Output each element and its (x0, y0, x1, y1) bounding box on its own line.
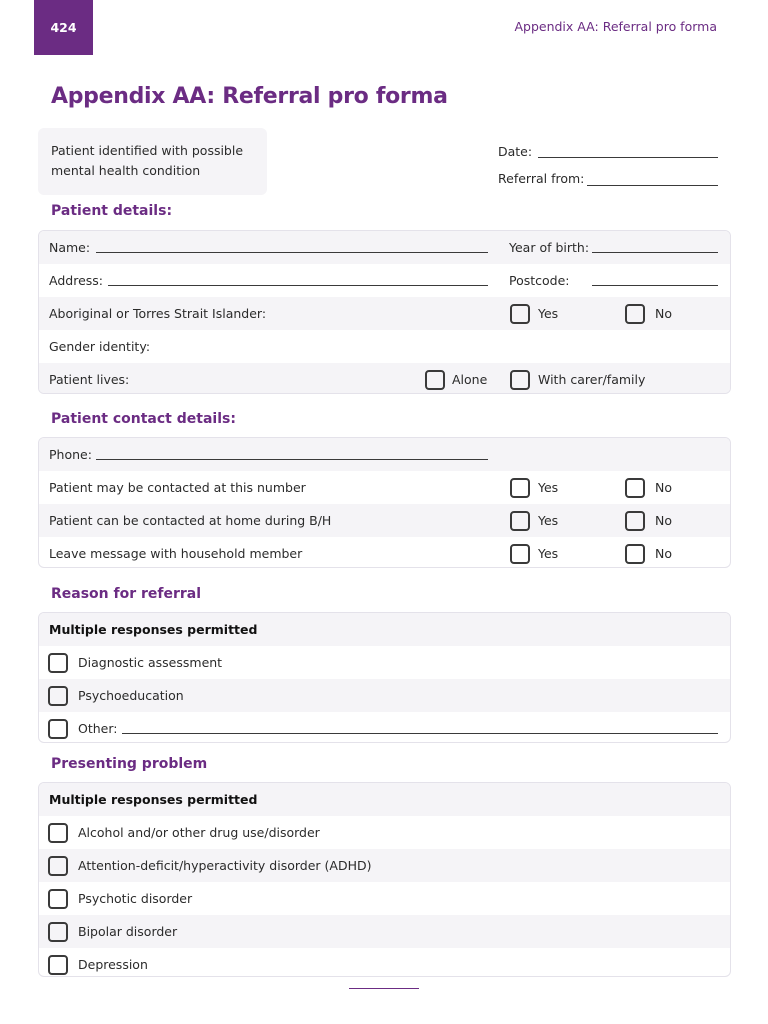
lives-carer-label: With carer/family (538, 372, 646, 387)
option-label: Bipolar disorder (78, 924, 178, 939)
depression-checkbox[interactable] (48, 955, 68, 975)
option-label: Other: (78, 721, 118, 736)
other-field[interactable] (122, 733, 718, 734)
yob-label: Year of birth: (509, 240, 590, 255)
lives-row (39, 363, 730, 394)
referral-from-field[interactable] (587, 185, 718, 186)
option-label: Diagnostic assessment (78, 655, 223, 670)
lives-carer-checkbox[interactable] (510, 370, 530, 390)
aboriginal-no-checkbox[interactable] (625, 304, 645, 324)
phone-row (39, 438, 730, 471)
aboriginal-label: Aboriginal or Torres Strait Islander: (49, 306, 267, 321)
intro-box (38, 128, 267, 195)
reason-subheading: Multiple responses permitted (49, 622, 258, 637)
list-item (39, 882, 730, 915)
option-label: Depression (78, 957, 148, 972)
contact-row-yes-label: Yes (538, 513, 559, 528)
diagnostic-assessment-checkbox[interactable] (48, 653, 68, 673)
leave-message-yes-checkbox[interactable] (510, 544, 530, 564)
list-item (39, 646, 730, 679)
list-item (39, 849, 730, 882)
alcohol-drug-checkbox[interactable] (48, 823, 68, 843)
page-number: 424 (50, 20, 77, 35)
referral-from-label: Referral from: (498, 171, 585, 186)
aboriginal-no-label: No (655, 306, 672, 321)
psychoeducation-checkbox[interactable] (48, 686, 68, 706)
presenting-subheading-row (39, 783, 730, 816)
contact-row-yes-label: Yes (538, 480, 559, 495)
contact-details-heading: Patient contact details: (51, 411, 236, 427)
reason-heading: Reason for referral (51, 586, 202, 602)
contact-row (39, 537, 730, 568)
name-field[interactable] (96, 252, 488, 253)
intro-line-1: Patient identified with possible (51, 143, 244, 158)
patient-details-heading: Patient details: (51, 203, 173, 219)
date-label: Date: (498, 144, 533, 159)
leave-message-no-checkbox[interactable] (625, 544, 645, 564)
aboriginal-yes-label: Yes (538, 306, 559, 321)
lives-label: Patient lives: (49, 372, 130, 387)
contact-row-no-label: No (655, 546, 672, 561)
address-field[interactable] (108, 285, 488, 286)
address-row (39, 264, 730, 297)
reason-subheading-row (39, 613, 730, 646)
contact-row-no-label: No (655, 480, 672, 495)
postcode-label: Postcode: (509, 273, 570, 288)
list-item (39, 679, 730, 712)
contact-number-yes-checkbox[interactable] (510, 478, 530, 498)
gender-row (39, 330, 730, 363)
presenting-subheading: Multiple responses permitted (49, 792, 258, 807)
contact-row (39, 471, 730, 504)
contact-row-no-label: No (655, 513, 672, 528)
list-item (39, 816, 730, 849)
name-row (39, 231, 730, 264)
contact-number-no-checkbox[interactable] (625, 478, 645, 498)
date-field[interactable] (538, 157, 718, 158)
phone-field[interactable] (96, 459, 488, 460)
contact-details-box (38, 437, 731, 568)
option-label: Alcohol and/or other drug use/disorder (78, 825, 320, 840)
postcode-field[interactable] (592, 285, 718, 286)
option-label: Psychoeducation (78, 688, 184, 703)
yob-field[interactable] (592, 252, 718, 253)
page-title: Appendix AA: Referral pro forma (51, 84, 448, 109)
contact-row (39, 504, 730, 537)
running-header: Appendix AA: Referral pro forma (514, 19, 717, 34)
contact-row-label: Patient may be contacted at this number (49, 480, 306, 495)
aboriginal-row (39, 297, 730, 330)
aboriginal-yes-checkbox[interactable] (510, 304, 530, 324)
contact-home-yes-checkbox[interactable] (510, 511, 530, 531)
presenting-heading: Presenting problem (51, 756, 208, 772)
contact-row-label: Leave message with household member (49, 546, 303, 561)
intro-line-2: mental health condition (51, 163, 201, 178)
patient-details-box (38, 230, 731, 394)
option-label: Psychotic disorder (78, 891, 193, 906)
list-item (39, 948, 730, 977)
contact-row-yes-label: Yes (538, 546, 559, 561)
option-label: Attention-deficit/hyperactivity disorder (ADHD) (78, 858, 372, 873)
phone-label: Phone: (49, 447, 92, 462)
contact-home-no-checkbox[interactable] (625, 511, 645, 531)
address-label: Address: (49, 273, 103, 288)
adhd-checkbox[interactable] (48, 856, 68, 876)
contact-row-label: Patient can be contacted at home during B/H (49, 513, 332, 528)
bipolar-disorder-checkbox[interactable] (48, 922, 68, 942)
lives-alone-label: Alone (452, 372, 488, 387)
name-label: Name: (49, 240, 91, 255)
lives-alone-checkbox[interactable] (425, 370, 445, 390)
gender-label: Gender identity: (49, 339, 151, 354)
reason-box (38, 612, 731, 743)
page-number-tab (34, 0, 93, 55)
psychotic-disorder-checkbox[interactable] (48, 889, 68, 909)
footer-divider (349, 988, 419, 989)
other-checkbox[interactable] (48, 719, 68, 739)
list-item (39, 712, 730, 743)
list-item (39, 915, 730, 948)
presenting-box (38, 782, 731, 977)
